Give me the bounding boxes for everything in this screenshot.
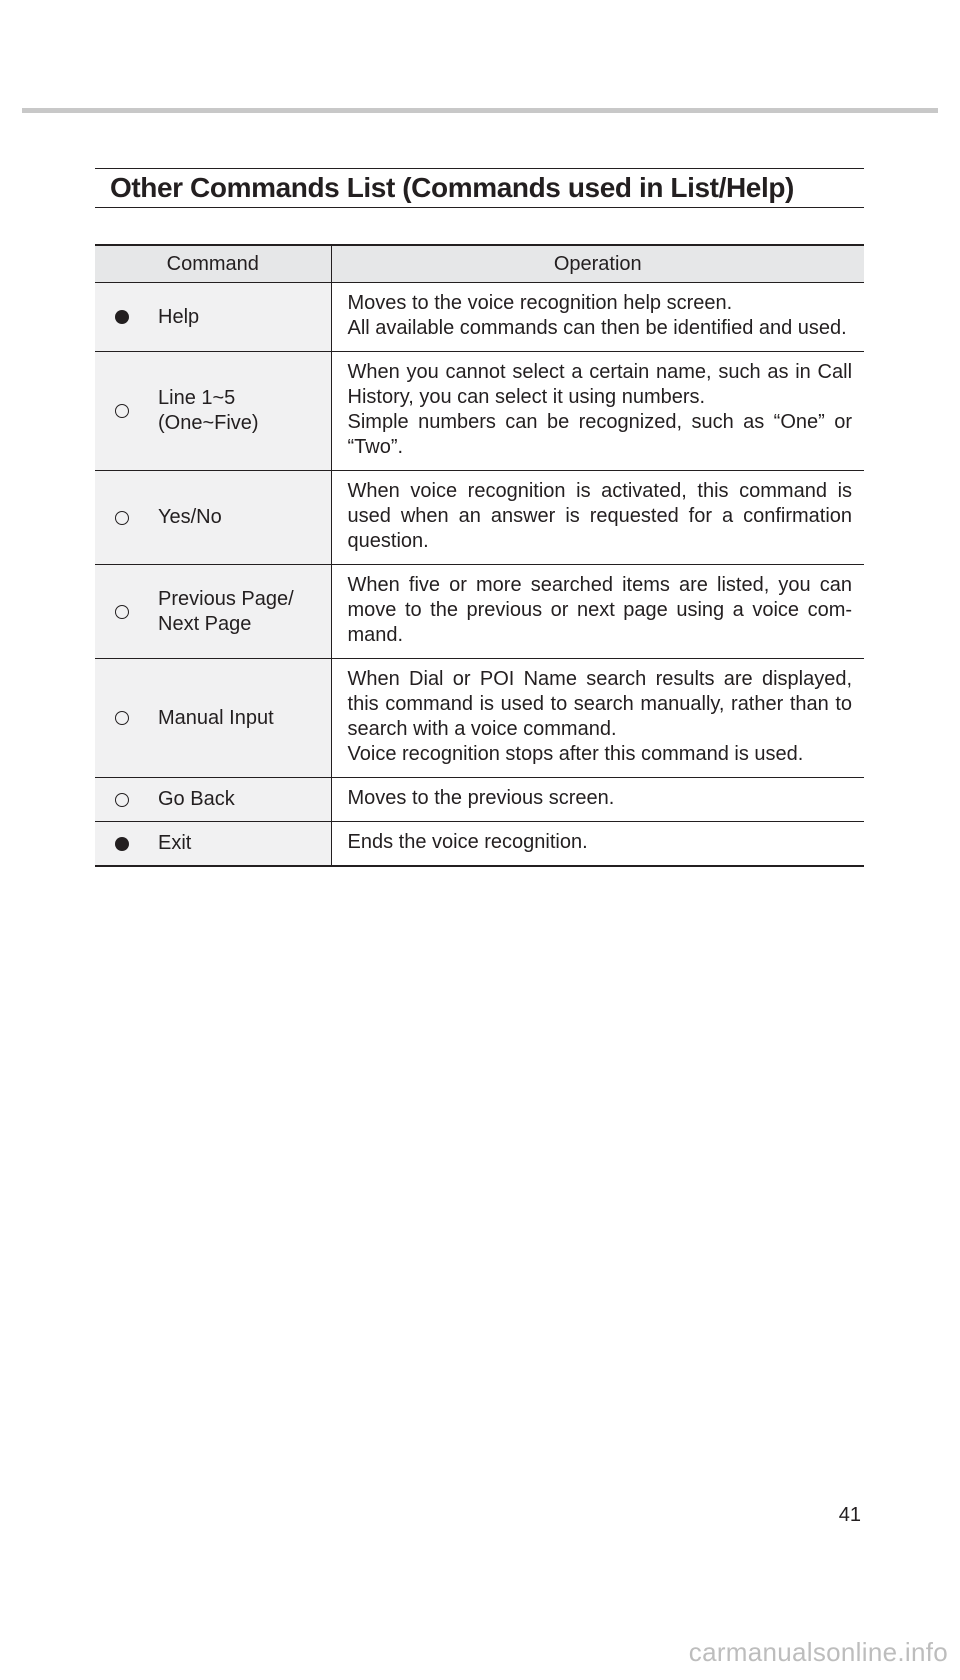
operation-column-header: Operation [331, 245, 864, 283]
operation-text: When five or more searched items are listed, you can move to the previous or next page using a voice com-mand. [347, 574, 853, 646]
operation-text: When voice recognition is activated, this command is used when an answer is requested for a confirmation question. [347, 480, 853, 552]
command-name: Exit [158, 832, 192, 854]
operation-text: Simple numbers can be recognized, such as “One” or “Two”. [347, 411, 853, 458]
operation-text: Ends the voice recognition. [347, 831, 588, 853]
command-name: Yes/No [158, 506, 222, 528]
hollow-circle-icon [115, 404, 129, 418]
command-name: Go Back [158, 788, 235, 810]
filled-circle-icon [115, 310, 129, 324]
operation-text: When Dial or POI Name search results are displayed, this command is used to search manually, rather than to search with a voice command. [347, 668, 853, 740]
table-row [95, 471, 864, 565]
command-name: Help [158, 305, 200, 328]
command-cell [148, 778, 331, 822]
operation-cell [331, 283, 864, 352]
table-row [95, 778, 864, 822]
command-cell [148, 659, 331, 778]
top-rule [22, 108, 938, 113]
table-row [95, 565, 864, 659]
marker-cell [95, 352, 148, 471]
operation-cell [331, 471, 864, 565]
command-name: Previous Page/ [158, 587, 294, 610]
section-title-bar [95, 168, 864, 208]
operation-text: All available commands can then be identified and used. [347, 317, 847, 339]
watermark: carmanualsonline.info [688, 1637, 948, 1667]
hollow-circle-icon [115, 511, 129, 525]
operation-cell [331, 352, 864, 471]
command-name: (One~Five) [158, 412, 259, 434]
marker-cell [95, 565, 148, 659]
table-row [95, 659, 864, 778]
table-header-row [95, 245, 864, 283]
operation-cell [331, 778, 864, 822]
section-title: Other Commands List (Commands used in List/Help) [110, 172, 794, 203]
table-row [95, 283, 864, 352]
command-name: Manual Input [158, 706, 274, 729]
table-row [95, 822, 864, 867]
command-name: Next Page [158, 612, 252, 635]
command-cell [148, 283, 331, 352]
operation-text: Moves to the voice recognition help screen. [347, 292, 733, 314]
table-row [95, 352, 864, 471]
command-cell [148, 352, 331, 471]
command-name: Line 1~5 [158, 387, 236, 409]
operation-text: When you cannot select a certain name, such as in Call History, you can select it using numbers. [347, 361, 853, 408]
operation-text: Moves to the previous screen. [347, 787, 615, 809]
filled-circle-icon [115, 837, 129, 851]
hollow-circle-icon [115, 711, 129, 725]
command-column-header: Command [95, 245, 331, 283]
command-cell [148, 565, 331, 659]
operation-text: Voice recognition stops after this command is used. [347, 743, 804, 765]
operation-cell [331, 565, 864, 659]
marker-cell [95, 659, 148, 778]
commands-table [95, 244, 864, 867]
marker-cell [95, 283, 148, 352]
command-cell [148, 471, 331, 565]
operation-cell [331, 822, 864, 867]
command-cell [148, 822, 331, 867]
operation-cell [331, 659, 864, 778]
marker-cell [95, 471, 148, 565]
hollow-circle-icon [115, 605, 129, 619]
commands-table-body [95, 283, 864, 867]
page-number: 41 [838, 1504, 861, 1526]
marker-cell [95, 778, 148, 822]
marker-cell [95, 822, 148, 867]
hollow-circle-icon [115, 793, 129, 807]
